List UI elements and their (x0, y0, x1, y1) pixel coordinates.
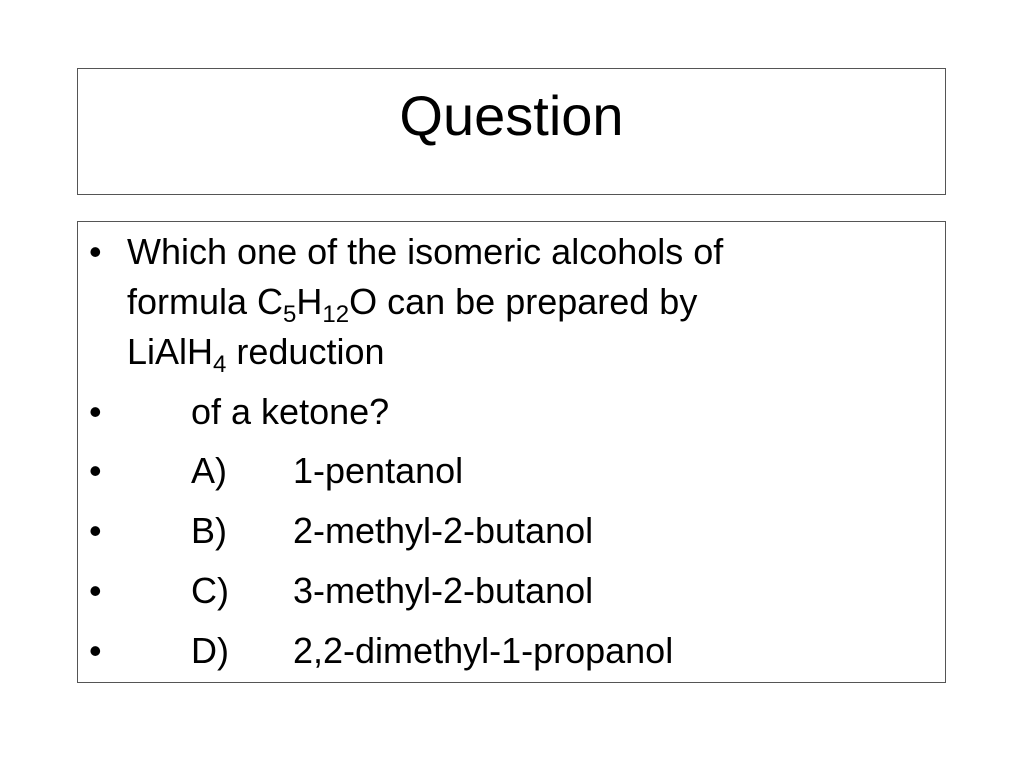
option-letter: C) (191, 570, 229, 611)
question-line-3 (127, 327, 937, 377)
bullet-icon: • (89, 450, 102, 491)
subscript-carbon: 5 (283, 301, 297, 328)
bullet-icon: • (89, 510, 102, 551)
option-text: 1-pentanol (293, 450, 464, 491)
continuation-text: of a ketone? (191, 391, 390, 432)
title-box (77, 68, 946, 195)
option-letter: A) (191, 450, 227, 491)
question-text (127, 227, 937, 377)
option-letter: D) (191, 630, 229, 671)
bullet-icon: • (89, 391, 102, 432)
formula-suffix: O can be prepared by (349, 281, 698, 322)
option-text: 2-methyl-2-butanol (293, 510, 594, 551)
reagent-name: LiAlH (127, 331, 214, 372)
subscript-reagent: 4 (213, 351, 227, 378)
option-text: 2,2-dimethyl-1-propanol (293, 630, 674, 671)
question-line-2 (127, 277, 937, 327)
reduction-text: reduction (226, 331, 385, 372)
content-box (77, 221, 946, 683)
subscript-hydrogen: 12 (322, 301, 350, 328)
slide-title: Question (399, 84, 624, 147)
option-text: 3-methyl-2-butanol (293, 570, 594, 611)
bullet-icon: • (89, 231, 102, 272)
formula-prefix: formula C (127, 281, 284, 322)
formula-hydrogen: H (296, 281, 323, 322)
option-letter: B) (191, 510, 227, 551)
bullet-icon: • (89, 630, 102, 671)
question-line-1: Which one of the isomeric alcohols of (127, 231, 724, 272)
bullet-icon: • (89, 570, 102, 611)
